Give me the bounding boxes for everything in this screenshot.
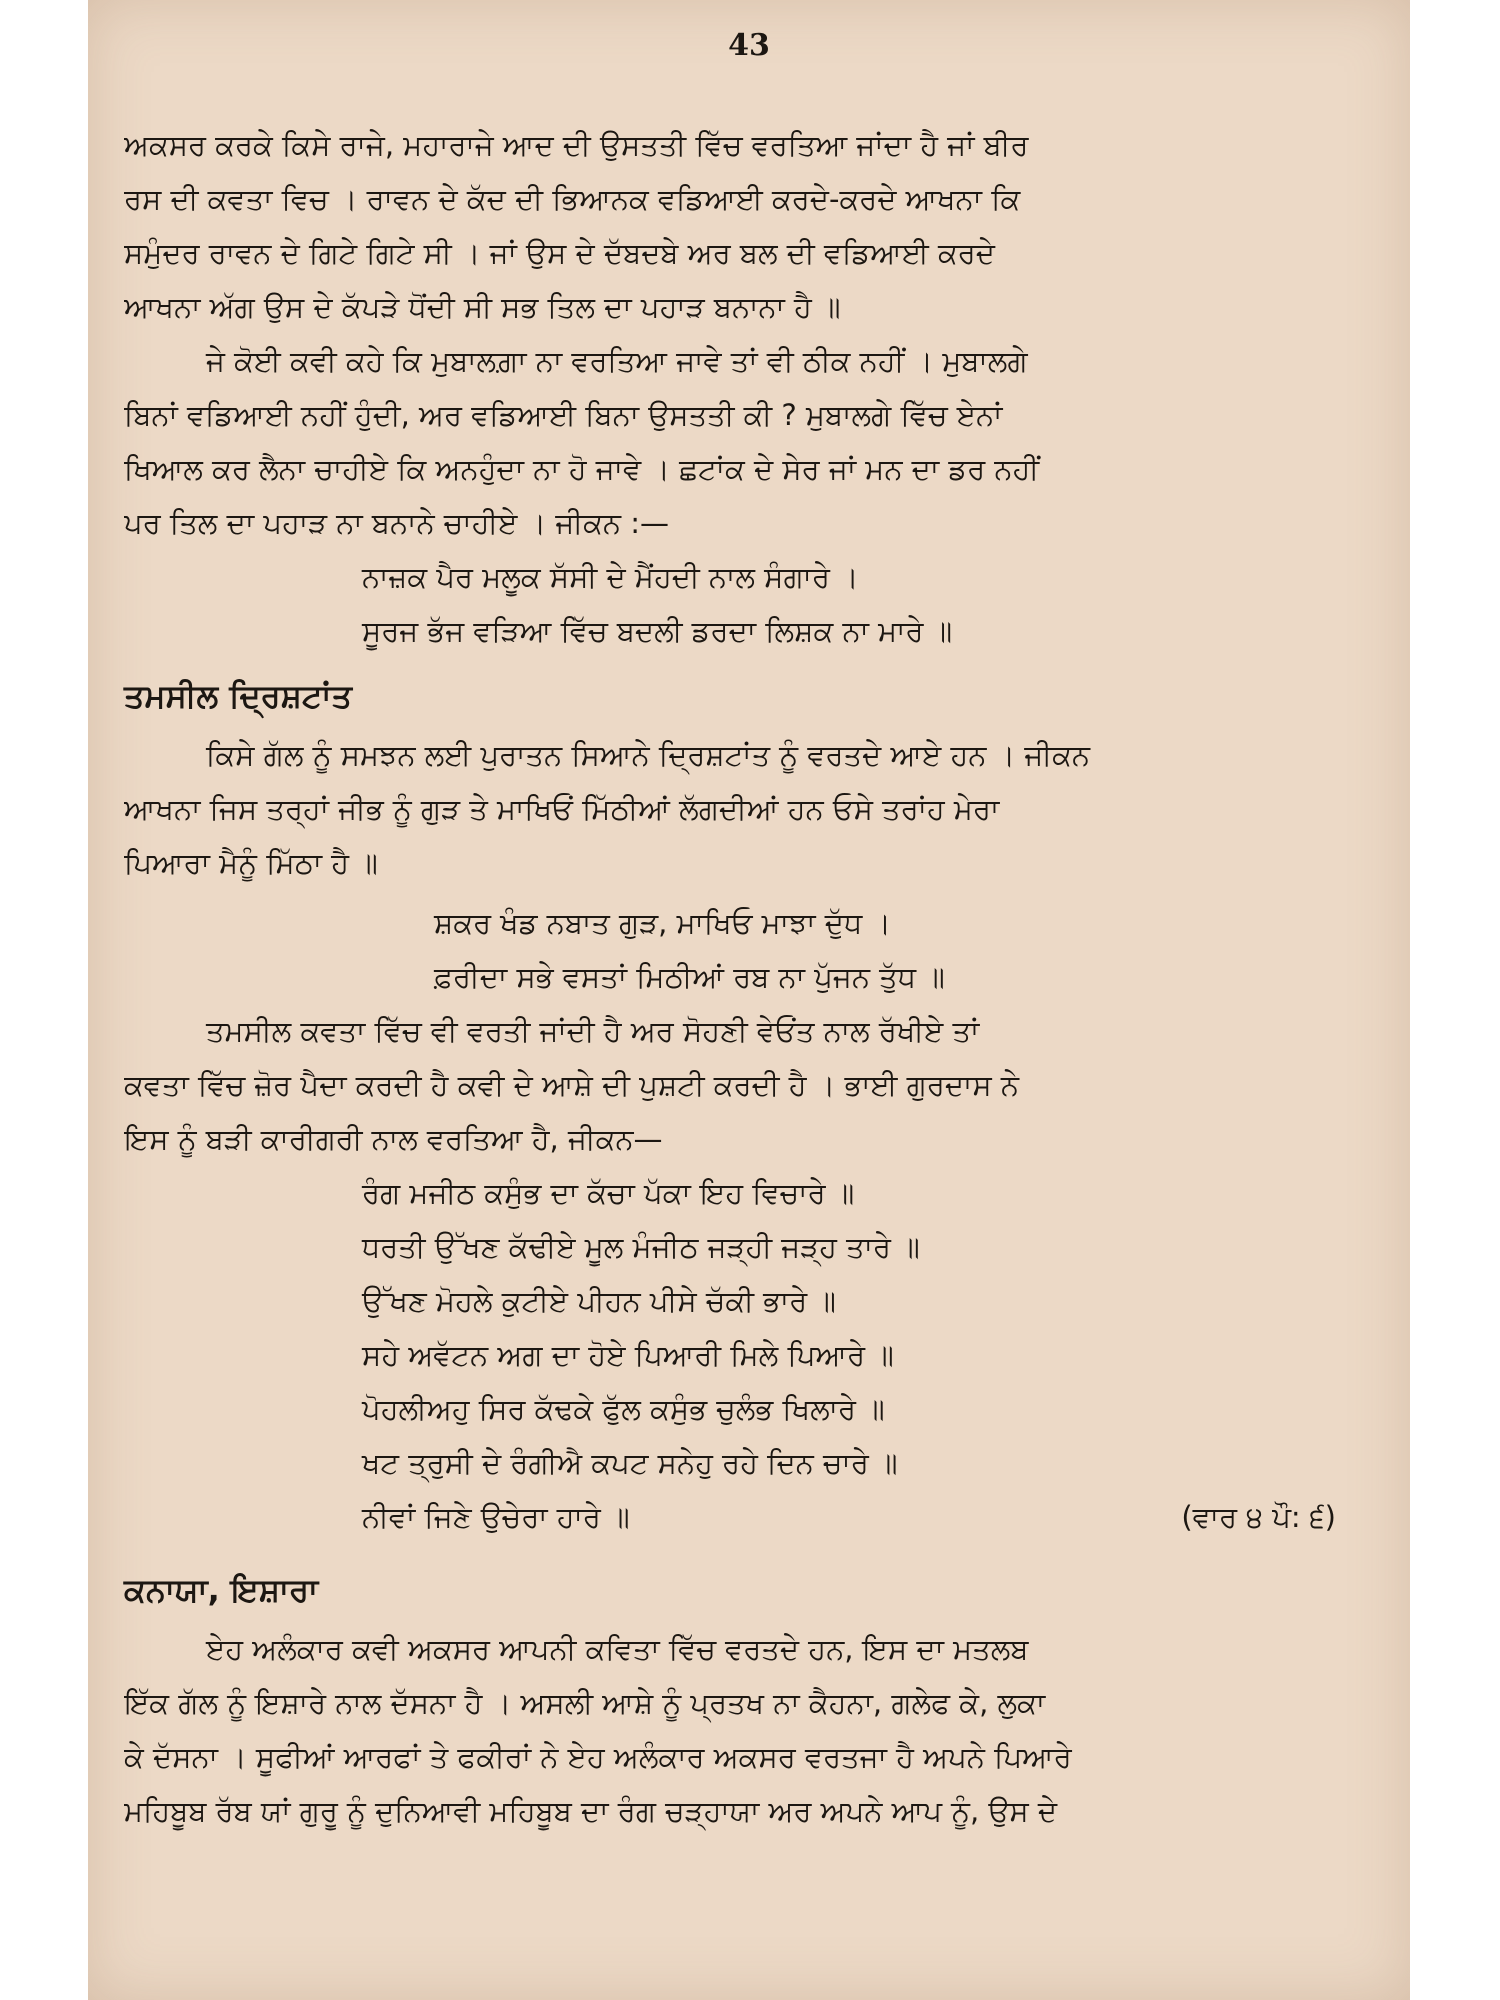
verse-line: ਰੰਗ ਮਜੀਠ ਕਸੁੰਭ ਦਾ ਕੱਚਾ ਪੱਕਾ ਇਹ ਵਿਚਾਰੇ ॥ — [362, 1176, 855, 1210]
text-line: ਬਿਨਾਂ ਵਡਿਆਈ ਨਹੀਂ ਹੁੰਦੀ, ਅਰ ਵਡਿਆਈ ਬਿਨਾ ਉਸਤਤੀ ਕੀ ? ਮੁਬਾਲਗੇ ਵਿੱਚ ਏਨਾਂ — [124, 398, 1003, 432]
page-number: 43 — [728, 28, 770, 63]
verse-2 — [124, 896, 1374, 1004]
text-line: ਕੇ ਦੱਸਨਾ । ਸੂਫੀਆਂ ਆਰਫਾਂ ਤੇ ਫਕੀਰਾਂ ਨੇ ਏਹ ਅਲੰਕਾਰ ਅਕਸਰ ਵਰਤਜਾ ਹੈ ਅਪਨੇ ਪਿਆਰੇ — [124, 1740, 1072, 1774]
verse-reference: (ਵਾਰ ੪ ਪੌ: ੬) — [1181, 1500, 1336, 1534]
verse-line: ਸਹੇ ਅਵੱਟਨ ਅਗ ਦਾ ਹੋਏ ਪਿਆਰੀ ਮਿਲੇ ਪਿਆਰੇ ॥ — [362, 1338, 894, 1372]
text-line: ਤਮਸੀਲ ਕਵਤਾ ਵਿੱਚ ਵੀ ਵਰਤੀ ਜਾਂਦੀ ਹੈ ਅਰ ਸੋਹਣੀ ਵੇਓਂਤ ਨਾਲ ਰੱਖੀਏ ਤਾਂ — [206, 1014, 980, 1048]
verse-line: ਖਟ ਤ੍ਰੁਸੀ ਦੇ ਰੰਗੀਐ ਕਪਟ ਸਨੇਹੁ ਰਹੇ ਦਿਨ ਚਾਰੇ ॥ — [362, 1446, 898, 1480]
text-line: ਮਹਿਬੂਬ ਰੱਬ ਯਾਂ ਗੁਰੂ ਨੂੰ ਦੁਨਿਆਵੀ ਮਹਿਬੂਬ ਦਾ ਰੰਗ ਚੜ੍ਹਾਯਾ ਅਰ ਅਪਨੇ ਆਪ ਨੂੰ, ਉਸ ਦੇ — [124, 1794, 1058, 1828]
text-line: ਕਿਸੇ ਗੱਲ ਨੂੰ ਸਮਝਨ ਲਈ ਪੁਰਾਤਨ ਸਿਆਨੇ ਦ੍ਰਿਸ਼ਟਾਂਤ ਨੂੰ ਵਰਤਦੇ ਆਏ ਹਨ । ਜੀਕਨ — [206, 738, 1090, 772]
paragraph-1 — [124, 118, 1374, 334]
verse-last-row — [124, 1490, 1374, 1544]
text-line: ਪਰ ਤਿਲ ਦਾ ਪਹਾੜ ਨਾ ਬਨਾਨੇ ਚਾਹੀਏ । ਜੀਕਨ :— — [124, 506, 669, 540]
verse-line: ਫ਼ਰੀਦਾ ਸਭੇ ਵਸਤਾਂ ਮਿਠੀਆਂ ਰਬ ਨਾ ਪੁੱਜਨ ਤੁੱਧ ॥ — [434, 960, 945, 994]
verse-line: ਸ਼ਕਰ ਖੰਡ ਨਬਾਤ ਗੁੜ, ਮਾਖਿਓ ਮਾਝਾ ਦੁੱਧ । — [434, 906, 892, 940]
text-line: ਇੱਕ ਗੱਲ ਨੂੰ ਇਸ਼ਾਰੇ ਨਾਲ ਦੱਸਨਾ ਹੈ । ਅਸਲੀ ਆਸ਼ੇ ਨੂੰ ਪ੍ਰਤਖ ਨਾ ਕੈਹਨਾ, ਗਲੇਫ ਕੇ, ਲੁਕਾ — [124, 1686, 1046, 1720]
text-line: ਪਿਆਰਾ ਮੈਨੂੰ ਮਿੱਠਾ ਹੈ ॥ — [124, 846, 378, 880]
text-line: ਏਹ ਅਲੰਕਾਰ ਕਵੀ ਅਕਸਰ ਆਪਨੀ ਕਵਿਤਾ ਵਿੱਚ ਵਰਤਦੇ ਹਨ, ਇਸ ਦਾ ਮਤਲਬ — [206, 1632, 1029, 1666]
paragraph-5 — [124, 1622, 1374, 1838]
verse-line: ਨੀਵਾਂ ਜਿਣੇ ਉਚੇਰਾ ਹਾਰੇ ॥ — [362, 1500, 630, 1534]
text-line: ਰਸ ਦੀ ਕਵਤਾ ਵਿਚ । ਰਾਵਨ ਦੇ ਕੱਦ ਦੀ ਭਿਆਨਕ ਵਡਿਆਈ ਕਰਦੇ-ਕਰਦੇ ਆਖਨਾ ਕਿ — [124, 182, 1021, 216]
section-heading-kanaya: ਕਨਾਯਾ, ਇਸ਼ਾਰਾ — [124, 1571, 319, 1609]
page-content — [124, 118, 1374, 1838]
text-line: ਅਕਸਰ ਕਰਕੇ ਕਿਸੇ ਰਾਜੇ, ਮਹਾਰਾਜੇ ਆਦ ਦੀ ਉਸਤਤੀ ਵਿੱਚ ਵਰਤਿਆ ਜਾਂਦਾ ਹੈ ਜਾਂ ਬੀਰ — [124, 128, 1029, 162]
verse-line: ਪੋਹਲੀਅਹੁ ਸਿਰ ਕੱਢਕੇ ਫੁੱਲ ਕਸੁੰਭ ਚੁਲੰਭ ਖਿਲਾਰੇ ॥ — [362, 1392, 885, 1426]
verse-3 — [124, 1166, 1374, 1544]
book-page — [88, 0, 1410, 2000]
verse-1 — [124, 550, 1374, 658]
text-line: ਸਮੁੰਦਰ ਰਾਵਨ ਦੇ ਗਿਟੇ ਗਿਟੇ ਸੀ । ਜਾਂ ਉਸ ਦੇ ਦੱਬਦਬੇ ਅਰ ਬਲ ਦੀ ਵਡਿਆਈ ਕਰਦੇ — [124, 236, 995, 270]
verse-line: ਉੱਖਣ ਮੋਹਲੇ ਕੁਟੀਏ ਪੀਹਨ ਪੀਸੇ ਚੱਕੀ ਭਾਰੇ ॥ — [362, 1284, 836, 1318]
verse-line: ਨਾਜ਼ਕ ਪੈਰ ਮਲੂਕ ਸੱਸੀ ਦੇ ਮੈਂਹਦੀ ਨਾਲ ਸੰਗਾਰੇ । — [362, 560, 859, 594]
section-heading-tamsil: ਤਮਸੀਲ ਦ੍ਰਿਸ਼ਟਾਂਤ — [124, 677, 352, 715]
text-line: ਇਸ ਨੂੰ ਬੜੀ ਕਾਰੀਗਰੀ ਨਾਲ ਵਰਤਿਆ ਹੈ, ਜੀਕਨ— — [124, 1122, 663, 1156]
text-line: ਖਿਆਲ ਕਰ ਲੈਨਾ ਚਾਹੀਏ ਕਿ ਅਨਹੁੰਦਾ ਨਾ ਹੋ ਜਾਵੇ । ਛਟਾਂਕ ਦੇ ਸੇਰ ਜਾਂ ਮਨ ਦਾ ਡਰ ਨਹੀਂ — [124, 452, 1040, 486]
text-line: ਆਖਨਾ ਅੱਗ ਉਸ ਦੇ ਕੱਪੜੇ ਧੋਂਦੀ ਸੀ ਸਭ ਤਿਲ ਦਾ ਪਹਾੜ ਬਨਾਨਾ ਹੈ ॥ — [124, 290, 841, 324]
text-line: ਜੇ ਕੋਈ ਕਵੀ ਕਹੇ ਕਿ ਮੁਬਾਲਗ਼ਾ ਨਾ ਵਰਤਿਆ ਜਾਵੇ ਤਾਂ ਵੀ ਠੀਕ ਨਹੀਂ । ਮੁਬਾਲਗੇ — [206, 344, 1028, 378]
text-line: ਆਖਨਾ ਜਿਸ ਤਰ੍ਹਾਂ ਜੀਭ ਨੂੰ ਗੁੜ ਤੇ ਮਾਖਿਓਂ ਮਿੱਠੀਆਂ ਲੱਗਦੀਆਂ ਹਨ ਓਸੇ ਤਰਾਂਹ ਮੇਰਾ — [124, 792, 1000, 826]
verse-line: ਧਰਤੀ ਉੱਖਣ ਕੱਢੀਏ ਮੂਲ ਮੰਜੀਠ ਜੜ੍ਹੀ ਜੜ੍ਹ ਤਾਰੇ ॥ — [362, 1230, 920, 1264]
verse-line: ਸੂਰਜ ਭੱਜ ਵੜਿਆ ਵਿੱਚ ਬਦਲੀ ਡਰਦਾ ਲਿਸ਼ਕ ਨਾ ਮਾਰੇ ॥ — [362, 614, 953, 648]
text-line: ਕਵਤਾ ਵਿੱਚ ਜ਼ੋਰ ਪੈਦਾ ਕਰਦੀ ਹੈ ਕਵੀ ਦੇ ਆਸ਼ੇ ਦੀ ਪੁਸ਼ਟੀ ਕਰਦੀ ਹੈ । ਭਾਈ ਗੁਰਦਾਸ ਨੇ — [124, 1068, 1019, 1102]
paragraph-4 — [124, 1004, 1374, 1166]
paragraph-2 — [124, 334, 1374, 550]
paragraph-3 — [124, 728, 1374, 890]
